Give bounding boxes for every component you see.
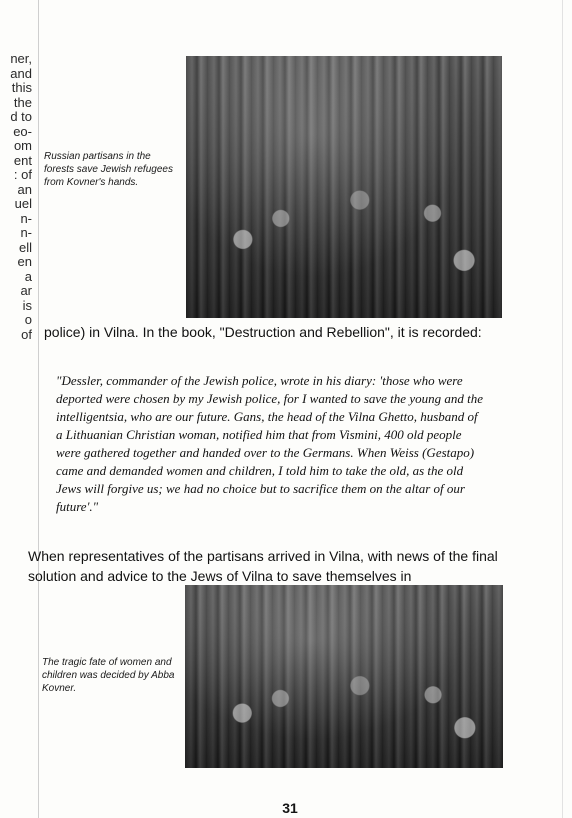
margin-fragment: : of [13,167,32,182]
margin-fragment: ner, [10,51,32,66]
margin-fragment: en [17,254,32,269]
margin-fragment: of [21,326,32,342]
margin-fragment: uel [14,196,32,211]
margin-fragment: an [17,181,32,197]
margin-fragment: a [24,268,32,284]
margin-fragment: and [10,65,32,81]
partisans-photo [186,56,502,318]
margin-fragment: is [22,297,32,313]
left-margin-fragments [2,52,32,342]
margin-fragment: ent [13,152,32,168]
margin-fragment: n- [20,210,32,226]
margin-fragment: the [13,94,32,110]
diary-quote: "Dessler, commander of the Jewish police, wrote in his diary: 'those who were deported were chosen by my Jewish police, for I wanted to save the young and the intelligentsia, who are our future. Gans, the head of the Vilna Ghetto, husband of a Lithuanian Christian woman, notified him that from Vismini, 400 old people were gathered together and handed over to the Germans. When Weiss (Gestapo) came and demanded women and children, I told him to take the old, as the old Jews will forgive us; we had no choice but to sacrifice them on the altar of our future'." [56,373,483,514]
photo-caption-top: Russian partisans in the forests save Jewish refugees from Kovner's hands. [44,151,173,188]
women-children-photo [185,585,503,768]
margin-fragment: om [13,138,32,153]
margin-fragment: this [11,80,32,95]
photo-caption-bottom: The tragic fate of women and children was decided by Abba Kovner. [42,657,175,694]
body-paragraph-2: When representatives of the partisans arrived in Vilna, with news of the final solution and advice to the Jews of Vilna to save themselves in [28,548,498,584]
margin-fragment: ar [20,283,32,298]
body-paragraph-1: police) in Vilna. In the book, "Destruction and Rebellion", it is recorded: [44,324,482,340]
page-gutter-line [38,0,39,818]
margin-fragment: eo- [13,123,32,139]
margin-fragment: ell [18,239,32,255]
margin-fragment: o [24,312,32,327]
page-edge-line [562,0,563,818]
margin-fragment: n- [20,225,32,240]
page-number: 31 [282,800,298,816]
margin-fragment: d to [10,109,32,124]
